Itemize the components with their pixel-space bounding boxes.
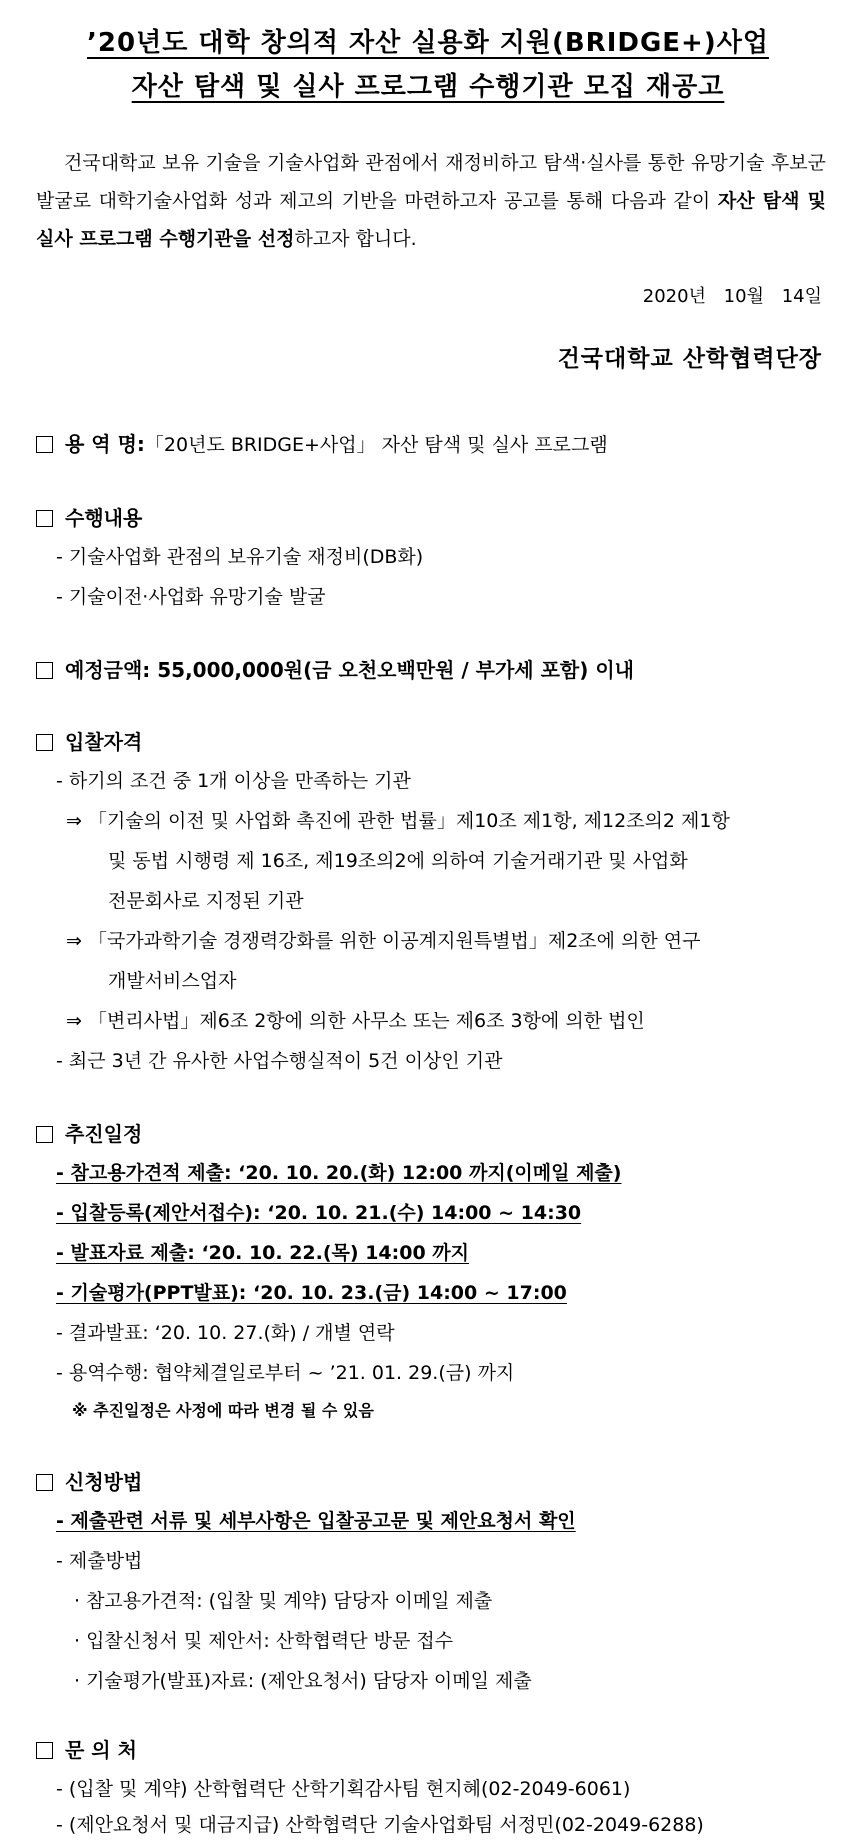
contact-item: - (입찰 및 계약) 산학협력단 산학기획감사팀 현지혜(02-2049-6061) [56,1778,631,1800]
schedule-item: - 입찰등록(제안서접수): ‘20. 10. 21.(수) 14:00 ~ 14:30 [56,1202,582,1224]
apply-method-item: · 참고용가견적: (입찰 및 계약) 담당자 이메일 제출 [74,1590,493,1612]
checkbox-icon [36,1126,53,1143]
checkbox-icon [36,510,53,527]
checkbox-icon [36,1474,53,1491]
apply-method-item: · 기술평가(발표)자료: (제안요청서) 담당자 이메일 제출 [74,1670,532,1692]
qualification-item: ⇒ 「변리사법」제6조 2항에 의한 사무소 또는 제6조 3항에 의한 법인 [66,1010,645,1032]
budget: 예정금액: 55,000,000원(금 오천오백만원 / 부가세 포함) 이내 [36,654,634,683]
section-apply-heading: 신청방법 [36,1466,142,1495]
schedule-item: - 결과발표: ‘20. 10. 27.(화) / 개별 연락 [56,1322,395,1344]
title-line-1: ’20년도 대학 창의적 자산 실용화 지원(BRIDGE+)사업 [87,28,769,58]
issuer: 건국대학교 산학협력단장 [557,346,822,372]
apply-method-item: · 입찰신청서 및 제안서: 산학협력단 방문 접수 [74,1630,454,1652]
section-content-heading: 수행내용 [36,502,142,531]
checkbox-icon [36,1742,53,1759]
schedule-item: - 발표자료 제출: ‘20. 10. 22.(목) 14:00 까지 [56,1242,470,1264]
apply-main: - 제출관련 서류 및 세부사항은 입찰공고문 및 제안요청서 확인 [56,1510,576,1532]
qualification-item-cont: 개발서비스업자 [108,970,237,992]
checkbox-icon [36,436,53,453]
qualification-item-cont: 전문회사로 지정된 기관 [108,890,304,912]
schedule-item: - 기술평가(PPT발표): ‘20. 10. 23.(금) 14:00 ~ 17:00 [56,1282,567,1304]
announcement-date: 2020년 10월 14일 [642,286,822,307]
checkbox-icon [36,734,53,751]
service-name: 용 역 명:「20년도 BRIDGE+사업」 자산 탐색 및 실사 프로그램 [36,428,608,457]
qualification-item: ⇒ 「국가과학기술 경쟁력강화를 위한 이공계지원특별법」제2조에 의한 연구 [66,930,701,952]
qualification-item-cont: 및 동법 시행령 제 16조, 제19조의2에 의하여 기술거래기관 및 사업화 [108,850,688,872]
qualification-item: ⇒ 「기술의 이전 및 사업화 촉진에 관한 법률」제10조 제1항, 제12조의2 제1항 [66,810,730,832]
schedule-item: - 용역수행: 협약체결일로부터 ~ ’21. 01. 29.(금) 까지 [56,1362,515,1384]
checkbox-icon [36,662,53,679]
qualification-last: - 최근 3년 간 유사한 사업수행실적이 5건 이상인 기관 [56,1050,503,1072]
section-schedule-heading: 추진일정 [36,1118,142,1147]
intro-paragraph: 건국대학교 보유 기술을 기술사업화 관점에서 재정비하고 탐색·실사를 통한 유망기술 후보군 발굴로 대학기술사업화 성과 제고의 기반을 마련하고자 공고를 통해 다음과 같이 자산 탐색 및 실사 프로그램 수행기관을 선정하고자 합니다. [36,152,826,250]
schedule-note: ※ 추진일정은 사정에 따라 변경 될 수 있음 [72,1401,374,1420]
apply-method: - 제출방법 [56,1550,143,1572]
content-item: - 기술사업화 관점의 보유기술 재정비(DB화) [56,546,424,568]
title-line-2: 자산 탐색 및 실사 프로그램 수행기관 모집 재공고 [131,72,725,102]
schedule-item: - 참고용가견적 제출: ‘20. 10. 20.(화) 12:00 까지(이메일 제출) [56,1162,622,1184]
qualification-lead: - 하기의 조건 중 1개 이상을 만족하는 기관 [56,770,411,792]
contact-item: - (제안요청서 및 대금지급) 산학협력단 기술사업화팀 서정민(02-2049-6288) [56,1814,704,1836]
section-qualification-heading: 입찰자격 [36,726,142,755]
content-item: - 기술이전·사업화 유망기술 발굴 [56,586,326,608]
section-contact-heading: 문 의 처 [36,1734,137,1763]
